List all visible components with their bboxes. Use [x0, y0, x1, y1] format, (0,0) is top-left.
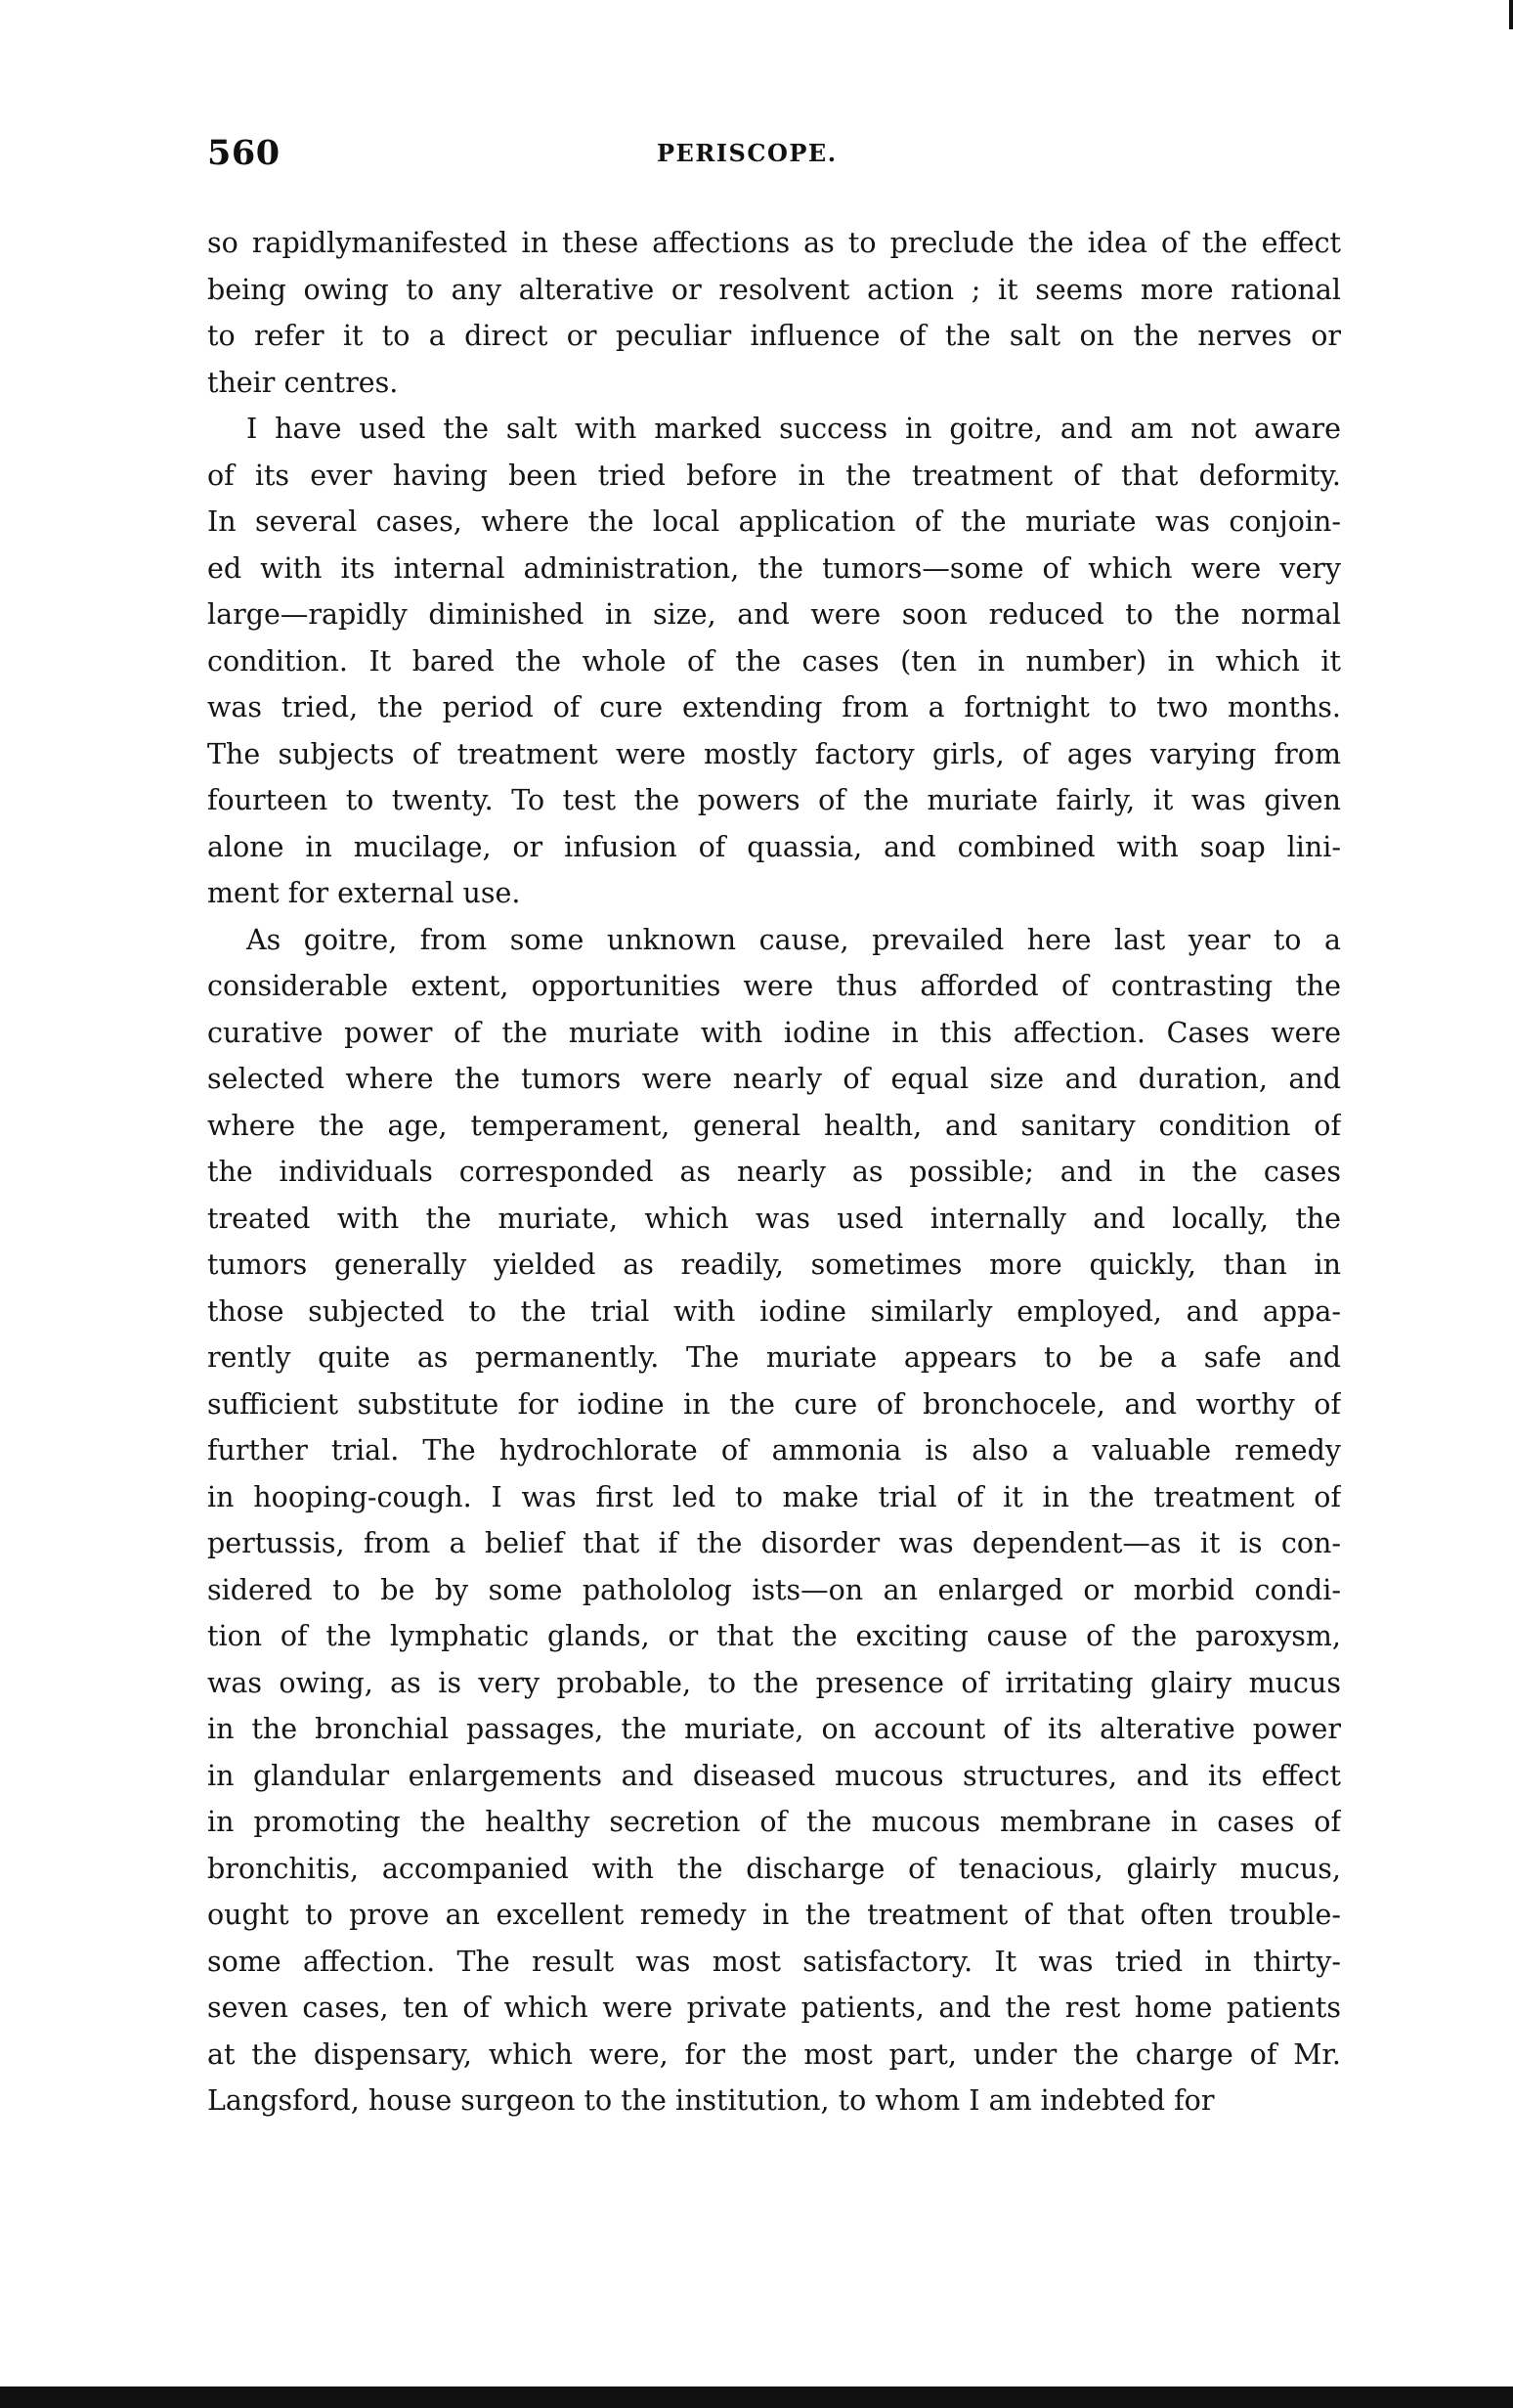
text-line: tion of the lymphatic glands, or that the exciting cause of the paroxysm,: [207, 1620, 1341, 1652]
text-line: sidered to be by some pathololog ists—on an enlarged or morbid condi-: [207, 1573, 1341, 1606]
text-line: In several cases, where the local application of the muriate was conjoin-: [207, 505, 1341, 538]
text-line: was tried, the period of cure extending from a fortnight to two months.: [207, 691, 1341, 723]
text-line: the individuals corresponded as nearly as possible; and in the cases: [207, 1156, 1341, 1188]
text-line: ed with its internal administration, the tumors—some of which were very: [207, 551, 1341, 585]
text-line: ought to prove an excellent remedy in the treatment of that often trouble-: [207, 1899, 1341, 1931]
text-line: sufficient substitute for iodine in the cure of bronchocele, and worthy of: [207, 1387, 1341, 1421]
text-line: fourteen to twenty. To test the powers of the muriate fairly, it was given: [207, 784, 1341, 816]
text-line: treated with the muriate, which was used internally and locally, the: [207, 1202, 1341, 1235]
page-header: [207, 133, 1341, 192]
text-line: where the age, temperament, general health, and sanitary condition of: [207, 1109, 1341, 1142]
text-line: in hooping-cough. I was first led to make trial of it in the treatment of: [207, 1480, 1341, 1513]
page-number: 560: [207, 133, 281, 173]
body-text: [207, 220, 1341, 2124]
text-line: to refer it to a direct or peculiar influence of the salt on the nerves or: [207, 320, 1341, 352]
text-line: considerable extent, opportunities were thus afforded of contrasting the: [207, 970, 1341, 1002]
text-line: being owing to any alterative or resolvent action ; it seems more rational: [207, 273, 1341, 306]
text-line: As goitre, from some unknown cause, prevailed here last year to a: [246, 923, 1341, 956]
text-line: further trial. The hydrochlorate of ammonia is also a valuable remedy: [207, 1434, 1341, 1467]
text-line: Langsford, house surgeon to the institution, to whom I am indebted for: [207, 2084, 1215, 2117]
scan-edge-bottom: [0, 2386, 1513, 2408]
text-line: so rapidlymanifested in these affections as to preclude the idea of the effect: [207, 227, 1341, 259]
text-line: some affection. The result was most satisfactory. It was tried in thirty-: [207, 1945, 1341, 1978]
text-line: tumors generally yielded as readily, sometimes more quickly, than in: [207, 1248, 1341, 1281]
text-line: at the dispensary, which were, for the most part, under the charge of Mr.: [207, 2037, 1341, 2071]
text-line: curative power of the muriate with iodine in this affection. Cases were: [207, 1016, 1341, 1049]
text-line: rently quite as permanently. The muriate appears to be a safe and: [207, 1341, 1341, 1374]
text-line: alone in mucilage, or infusion of quassia, and combined with soap lini-: [207, 830, 1341, 863]
text-line: pertussis, from a belief that if the disorder was dependent—as it is con-: [207, 1527, 1341, 1559]
text-line: in promoting the healthy secretion of the mucous membrane in cases of: [207, 1806, 1341, 1838]
scan-edge-right: [1509, 0, 1513, 29]
text-line: large—rapidly diminished in size, and were soon reduced to the normal: [207, 598, 1341, 631]
text-line: I have used the salt with marked success in goitre, and am not aware: [246, 413, 1341, 445]
text-line: bronchitis, accompanied with the discharge of tenacious, glairly mucus,: [207, 1852, 1341, 1885]
paragraph: [207, 406, 1341, 917]
text-line: was owing, as is very probable, to the presence of irritating glairy mucus: [207, 1666, 1341, 1699]
paragraph: [207, 917, 1341, 2124]
text-line: in the bronchial passages, the muriate, on account of its alterative power: [207, 1713, 1341, 1745]
text-line: ment for external use.: [207, 877, 521, 909]
text-line: condition. It bared the whole of the cases (ten in number) in which it: [207, 644, 1341, 678]
text-line: their centres.: [207, 366, 399, 399]
text-line: seven cases, ten of which were private patients, and the rest home patients: [207, 1992, 1341, 2024]
paragraph: [207, 220, 1341, 406]
running-head: PERISCOPE.: [657, 139, 838, 167]
text-line: selected where the tumors were nearly of equal size and duration, and: [207, 1063, 1341, 1095]
text-line: of its ever having been tried before in the treatment of that deformity.: [207, 459, 1341, 492]
text-line: in glandular enlargements and diseased mucous structures, and its effect: [207, 1759, 1341, 1792]
text-line: The subjects of treatment were mostly factory girls, of ages varying from: [207, 737, 1341, 770]
text-line: those subjected to the trial with iodine similarly employed, and appa-: [207, 1294, 1341, 1328]
